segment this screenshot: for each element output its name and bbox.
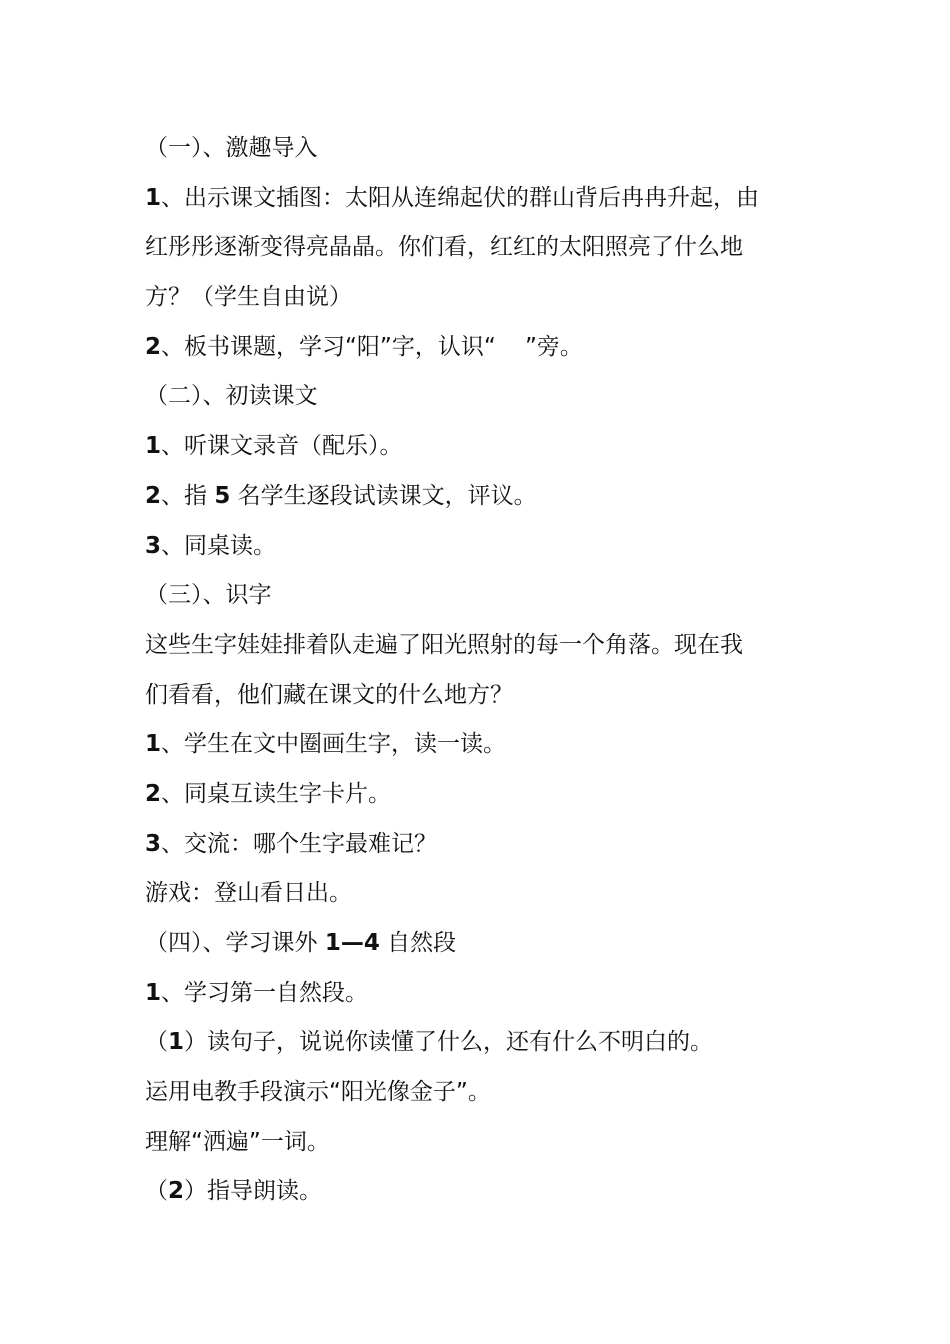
paragraph-line: 1、学生在文中圈画生字，读一读。 — [145, 731, 507, 758]
document-body — [145, 124, 825, 1217]
paragraph-line: 红彤彤逐渐变得亮晶晶。你们看，红红的太阳照亮了什么地 — [145, 234, 743, 261]
paragraph-line: 1、学习第一自然段。 — [145, 979, 369, 1006]
paragraph-line: 1、出示课文插图：太阳从连绵起伏的群山背后冉冉升起，由 — [145, 184, 760, 211]
paragraph-line: 3、交流：哪个生字最难记？ — [145, 830, 438, 857]
paragraph-line: 1、听课文录音（配乐）。 — [145, 433, 403, 460]
paragraph-line: 2、指 5 名学生逐段试读课文，评议。 — [145, 482, 537, 509]
paragraph-line: 3、同桌读。 — [145, 532, 277, 559]
section-heading-3: （三）、识字 — [145, 582, 272, 609]
paragraph-line: 这些生字娃娃排着队走遍了阳光照射的每一个角落。现在我 — [145, 631, 743, 658]
paragraph-line: 理解“洒遍”一词。 — [145, 1128, 330, 1155]
paragraph-line: 游戏：登山看日出。 — [145, 880, 352, 907]
section-heading-2: （二）、初读课文 — [145, 383, 318, 410]
paragraph-line: 2、同桌互读生字卡片。 — [145, 780, 392, 807]
section-heading-1: （一）、激趣导入 — [145, 135, 318, 161]
paragraph-line: （1）读句子，说说你读懂了什么，还有什么不明白的。 — [145, 1029, 714, 1056]
paragraph-line: 们看看，他们藏在课文的什么地方？ — [145, 681, 513, 708]
paragraph-line: 方？（学生自由说） — [145, 284, 352, 311]
paragraph-line: （2）指导朗读。 — [145, 1178, 323, 1205]
paragraph-line: 运用电教手段演示“阳光像金子”。 — [145, 1079, 491, 1106]
paragraph-line: 2、板书课题，学习“阳”字，认识“ ”旁。 — [145, 333, 583, 360]
section-heading-4: （四）、学习课外 1—4 自然段 — [145, 930, 457, 956]
